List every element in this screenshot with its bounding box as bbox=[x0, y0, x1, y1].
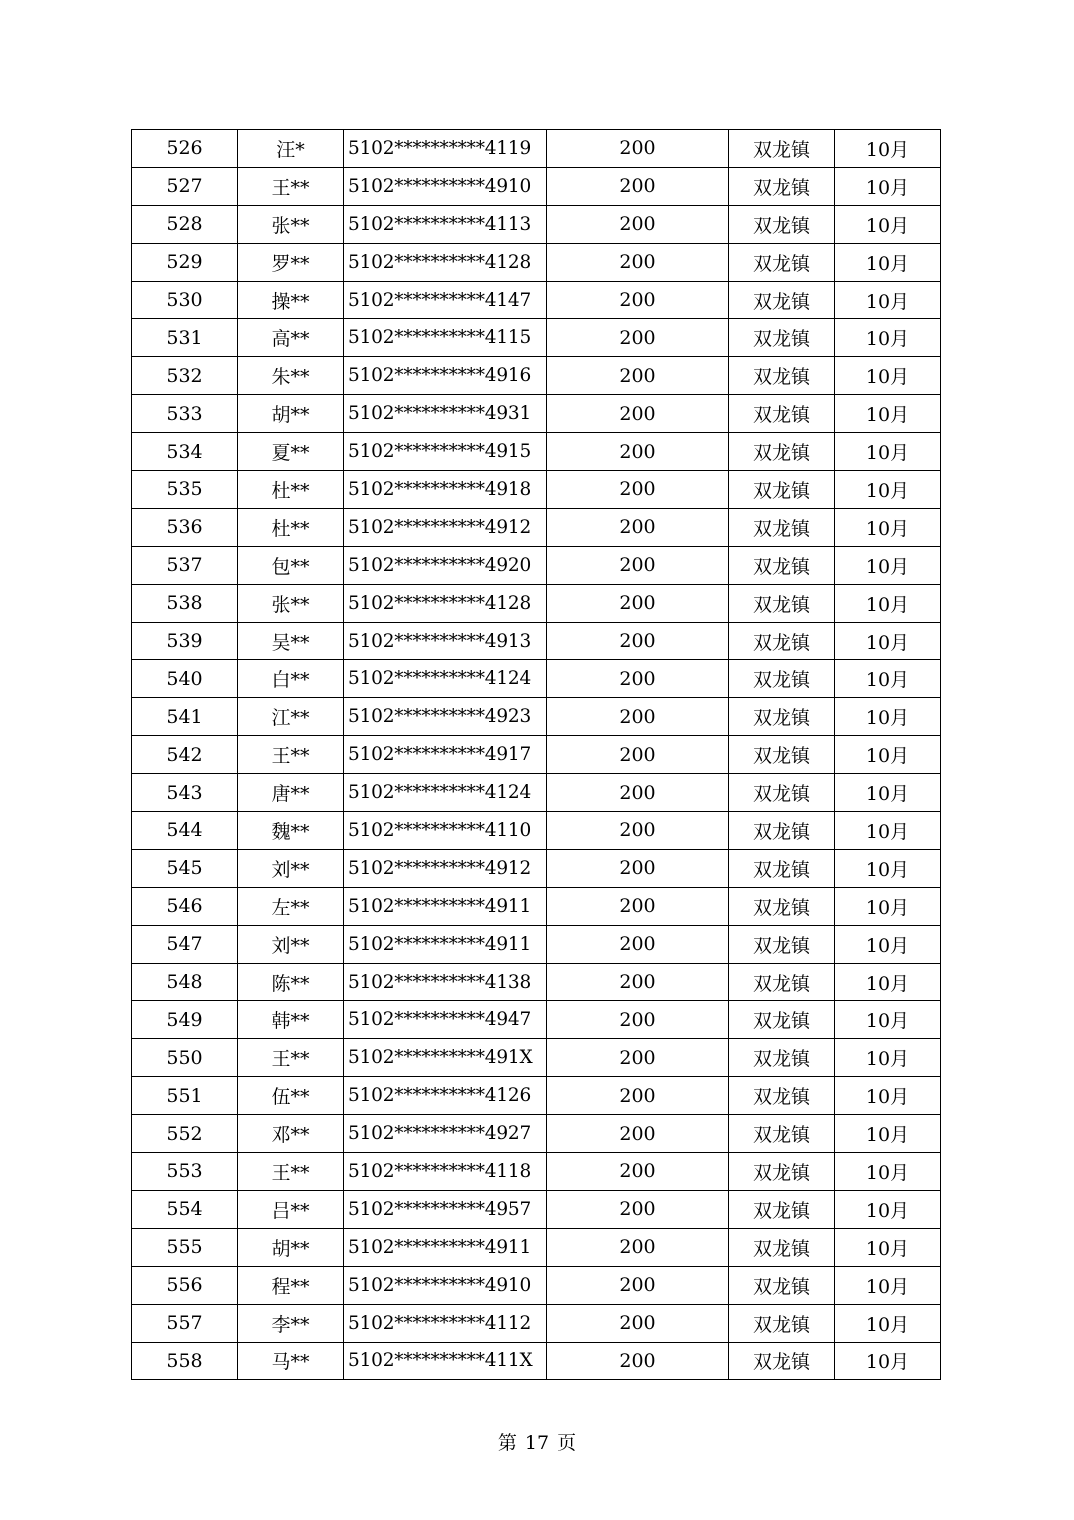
cell-town: 双龙镇 bbox=[729, 281, 835, 319]
cell-name: 韩** bbox=[238, 1001, 344, 1039]
cell-month: 10月 bbox=[835, 660, 941, 698]
cell-name: 程** bbox=[238, 1266, 344, 1304]
cell-town: 双龙镇 bbox=[729, 167, 835, 205]
cell-name: 王** bbox=[238, 736, 344, 774]
cell-month: 10月 bbox=[835, 1266, 941, 1304]
cell-id-number: 5102**********4118 bbox=[344, 1153, 547, 1191]
cell-amount: 200 bbox=[547, 736, 729, 774]
cell-index: 537 bbox=[132, 546, 238, 584]
cell-name: 朱** bbox=[238, 357, 344, 395]
cell-name: 包** bbox=[238, 546, 344, 584]
cell-amount: 200 bbox=[547, 395, 729, 433]
cell-month: 10月 bbox=[835, 1153, 941, 1191]
table-row bbox=[132, 1304, 941, 1342]
cell-name: 左** bbox=[238, 887, 344, 925]
cell-amount: 200 bbox=[547, 887, 729, 925]
cell-id-number: 5102**********4126 bbox=[344, 1077, 547, 1115]
table-row bbox=[132, 395, 941, 433]
cell-index: 529 bbox=[132, 243, 238, 281]
cell-index: 535 bbox=[132, 471, 238, 509]
cell-id-number: 5102**********4124 bbox=[344, 660, 547, 698]
cell-index: 548 bbox=[132, 963, 238, 1001]
cell-amount: 200 bbox=[547, 812, 729, 850]
cell-amount: 200 bbox=[547, 1266, 729, 1304]
cell-index: 541 bbox=[132, 698, 238, 736]
cell-index: 533 bbox=[132, 395, 238, 433]
cell-amount: 200 bbox=[547, 1039, 729, 1077]
cell-town: 双龙镇 bbox=[729, 887, 835, 925]
cell-index: 543 bbox=[132, 774, 238, 812]
cell-name: 马** bbox=[238, 1342, 344, 1380]
cell-index: 526 bbox=[132, 130, 238, 168]
cell-town: 双龙镇 bbox=[729, 584, 835, 622]
cell-month: 10月 bbox=[835, 167, 941, 205]
cell-id-number: 5102**********4112 bbox=[344, 1304, 547, 1342]
cell-name: 胡** bbox=[238, 395, 344, 433]
table-row bbox=[132, 925, 941, 963]
cell-id-number: 5102**********4923 bbox=[344, 698, 547, 736]
table-row bbox=[132, 660, 941, 698]
table-row bbox=[132, 1190, 941, 1228]
cell-name: 魏** bbox=[238, 812, 344, 850]
cell-index: 556 bbox=[132, 1266, 238, 1304]
cell-index: 544 bbox=[132, 812, 238, 850]
cell-amount: 200 bbox=[547, 1115, 729, 1153]
cell-id-number: 5102**********4128 bbox=[344, 243, 547, 281]
cell-town: 双龙镇 bbox=[729, 395, 835, 433]
cell-town: 双龙镇 bbox=[729, 1115, 835, 1153]
cell-id-number: 5102**********491X bbox=[344, 1039, 547, 1077]
cell-amount: 200 bbox=[547, 1001, 729, 1039]
cell-name: 杜** bbox=[238, 508, 344, 546]
table-row bbox=[132, 433, 941, 471]
cell-index: 546 bbox=[132, 887, 238, 925]
cell-index: 545 bbox=[132, 849, 238, 887]
cell-name: 伍** bbox=[238, 1077, 344, 1115]
cell-index: 549 bbox=[132, 1001, 238, 1039]
cell-name: 王** bbox=[238, 1153, 344, 1191]
cell-name: 罗** bbox=[238, 243, 344, 281]
cell-town: 双龙镇 bbox=[729, 1228, 835, 1266]
cell-town: 双龙镇 bbox=[729, 357, 835, 395]
cell-name: 刘** bbox=[238, 925, 344, 963]
cell-town: 双龙镇 bbox=[729, 243, 835, 281]
cell-amount: 200 bbox=[547, 1077, 729, 1115]
table-row bbox=[132, 622, 941, 660]
cell-month: 10月 bbox=[835, 205, 941, 243]
cell-index: 540 bbox=[132, 660, 238, 698]
cell-index: 552 bbox=[132, 1115, 238, 1153]
cell-name: 高** bbox=[238, 319, 344, 357]
cell-id-number: 5102**********4911 bbox=[344, 887, 547, 925]
cell-month: 10月 bbox=[835, 1304, 941, 1342]
cell-month: 10月 bbox=[835, 1342, 941, 1380]
cell-town: 双龙镇 bbox=[729, 812, 835, 850]
cell-amount: 200 bbox=[547, 130, 729, 168]
cell-town: 双龙镇 bbox=[729, 546, 835, 584]
table-row bbox=[132, 508, 941, 546]
page-footer bbox=[0, 1428, 1074, 1455]
cell-town: 双龙镇 bbox=[729, 1342, 835, 1380]
cell-month: 10月 bbox=[835, 357, 941, 395]
page-footer-prefix: 第 bbox=[497, 1432, 517, 1454]
cell-index: 558 bbox=[132, 1342, 238, 1380]
cell-town: 双龙镇 bbox=[729, 698, 835, 736]
cell-month: 10月 bbox=[835, 887, 941, 925]
cell-index: 553 bbox=[132, 1153, 238, 1191]
cell-id-number: 5102**********411X bbox=[344, 1342, 547, 1380]
cell-town: 双龙镇 bbox=[729, 1190, 835, 1228]
table-row bbox=[132, 546, 941, 584]
cell-month: 10月 bbox=[835, 774, 941, 812]
cell-id-number: 5102**********4911 bbox=[344, 1228, 547, 1266]
table-row bbox=[132, 1077, 941, 1115]
cell-town: 双龙镇 bbox=[729, 925, 835, 963]
cell-index: 547 bbox=[132, 925, 238, 963]
cell-month: 10月 bbox=[835, 925, 941, 963]
cell-index: 528 bbox=[132, 205, 238, 243]
cell-town: 双龙镇 bbox=[729, 849, 835, 887]
cell-id-number: 5102**********4916 bbox=[344, 357, 547, 395]
cell-month: 10月 bbox=[835, 395, 941, 433]
cell-amount: 200 bbox=[547, 357, 729, 395]
cell-index: 539 bbox=[132, 622, 238, 660]
cell-town: 双龙镇 bbox=[729, 963, 835, 1001]
cell-month: 10月 bbox=[835, 812, 941, 850]
cell-town: 双龙镇 bbox=[729, 205, 835, 243]
table-row bbox=[132, 205, 941, 243]
cell-id-number: 5102**********4128 bbox=[344, 584, 547, 622]
cell-amount: 200 bbox=[547, 281, 729, 319]
cell-amount: 200 bbox=[547, 660, 729, 698]
cell-index: 551 bbox=[132, 1077, 238, 1115]
cell-amount: 200 bbox=[547, 622, 729, 660]
cell-id-number: 5102**********4931 bbox=[344, 395, 547, 433]
cell-month: 10月 bbox=[835, 281, 941, 319]
table-row bbox=[132, 584, 941, 622]
cell-amount: 200 bbox=[547, 1190, 729, 1228]
table-row bbox=[132, 1001, 941, 1039]
cell-name: 江** bbox=[238, 698, 344, 736]
cell-month: 10月 bbox=[835, 1115, 941, 1153]
cell-amount: 200 bbox=[547, 1153, 729, 1191]
cell-month: 10月 bbox=[835, 243, 941, 281]
table-row bbox=[132, 812, 941, 850]
cell-id-number: 5102**********4912 bbox=[344, 849, 547, 887]
cell-index: 532 bbox=[132, 357, 238, 395]
cell-amount: 200 bbox=[547, 925, 729, 963]
cell-index: 554 bbox=[132, 1190, 238, 1228]
cell-name: 李** bbox=[238, 1304, 344, 1342]
cell-town: 双龙镇 bbox=[729, 1077, 835, 1115]
cell-index: 555 bbox=[132, 1228, 238, 1266]
cell-id-number: 5102**********4912 bbox=[344, 508, 547, 546]
cell-month: 10月 bbox=[835, 1001, 941, 1039]
cell-town: 双龙镇 bbox=[729, 319, 835, 357]
cell-index: 530 bbox=[132, 281, 238, 319]
cell-month: 10月 bbox=[835, 698, 941, 736]
cell-town: 双龙镇 bbox=[729, 508, 835, 546]
table-row bbox=[132, 849, 941, 887]
table-row bbox=[132, 1039, 941, 1077]
cell-id-number: 5102**********4920 bbox=[344, 546, 547, 584]
cell-month: 10月 bbox=[835, 849, 941, 887]
page-footer-suffix: 页 bbox=[557, 1432, 577, 1454]
cell-index: 531 bbox=[132, 319, 238, 357]
cell-name: 唐** bbox=[238, 774, 344, 812]
table-row bbox=[132, 167, 941, 205]
cell-index: 527 bbox=[132, 167, 238, 205]
cell-name: 杜** bbox=[238, 471, 344, 509]
table-row bbox=[132, 243, 941, 281]
cell-town: 双龙镇 bbox=[729, 774, 835, 812]
table-row bbox=[132, 1153, 941, 1191]
cell-id-number: 5102**********4113 bbox=[344, 205, 547, 243]
table-row bbox=[132, 357, 941, 395]
cell-name: 白** bbox=[238, 660, 344, 698]
cell-id-number: 5102**********4913 bbox=[344, 622, 547, 660]
cell-town: 双龙镇 bbox=[729, 1153, 835, 1191]
cell-month: 10月 bbox=[835, 584, 941, 622]
cell-amount: 200 bbox=[547, 508, 729, 546]
cell-town: 双龙镇 bbox=[729, 1304, 835, 1342]
table-row bbox=[132, 774, 941, 812]
cell-name: 汪* bbox=[238, 130, 344, 168]
cell-index: 542 bbox=[132, 736, 238, 774]
cell-name: 王** bbox=[238, 1039, 344, 1077]
cell-month: 10月 bbox=[835, 319, 941, 357]
cell-month: 10月 bbox=[835, 1039, 941, 1077]
table-row bbox=[132, 963, 941, 1001]
cell-amount: 200 bbox=[547, 1304, 729, 1342]
cell-index: 538 bbox=[132, 584, 238, 622]
cell-name: 陈** bbox=[238, 963, 344, 1001]
cell-town: 双龙镇 bbox=[729, 130, 835, 168]
cell-amount: 200 bbox=[547, 243, 729, 281]
table-row bbox=[132, 887, 941, 925]
cell-town: 双龙镇 bbox=[729, 433, 835, 471]
cell-id-number: 5102**********4910 bbox=[344, 1266, 547, 1304]
cell-id-number: 5102**********4957 bbox=[344, 1190, 547, 1228]
table-row bbox=[132, 1342, 941, 1380]
cell-name: 吕** bbox=[238, 1190, 344, 1228]
cell-name: 胡** bbox=[238, 1228, 344, 1266]
cell-town: 双龙镇 bbox=[729, 660, 835, 698]
cell-amount: 200 bbox=[547, 319, 729, 357]
cell-name: 吴** bbox=[238, 622, 344, 660]
cell-amount: 200 bbox=[547, 1342, 729, 1380]
cell-name: 操** bbox=[238, 281, 344, 319]
cell-town: 双龙镇 bbox=[729, 1039, 835, 1077]
cell-amount: 200 bbox=[547, 167, 729, 205]
cell-month: 10月 bbox=[835, 508, 941, 546]
table-row bbox=[132, 281, 941, 319]
cell-id-number: 5102**********4927 bbox=[344, 1115, 547, 1153]
cell-amount: 200 bbox=[547, 433, 729, 471]
cell-index: 557 bbox=[132, 1304, 238, 1342]
cell-id-number: 5102**********4917 bbox=[344, 736, 547, 774]
cell-id-number: 5102**********4918 bbox=[344, 471, 547, 509]
cell-month: 10月 bbox=[835, 1228, 941, 1266]
cell-amount: 200 bbox=[547, 698, 729, 736]
cell-id-number: 5102**********4915 bbox=[344, 433, 547, 471]
cell-index: 550 bbox=[132, 1039, 238, 1077]
cell-amount: 200 bbox=[547, 963, 729, 1001]
cell-index: 534 bbox=[132, 433, 238, 471]
cell-amount: 200 bbox=[547, 471, 729, 509]
cell-month: 10月 bbox=[835, 622, 941, 660]
cell-month: 10月 bbox=[835, 1190, 941, 1228]
table-row bbox=[132, 736, 941, 774]
cell-amount: 200 bbox=[547, 546, 729, 584]
table-row bbox=[132, 319, 941, 357]
cell-id-number: 5102**********4910 bbox=[344, 167, 547, 205]
table-row bbox=[132, 1228, 941, 1266]
cell-id-number: 5102**********4110 bbox=[344, 812, 547, 850]
cell-amount: 200 bbox=[547, 849, 729, 887]
cell-month: 10月 bbox=[835, 130, 941, 168]
cell-name: 张** bbox=[238, 205, 344, 243]
table-row bbox=[132, 471, 941, 509]
table-row bbox=[132, 698, 941, 736]
cell-month: 10月 bbox=[835, 1077, 941, 1115]
cell-id-number: 5102**********4119 bbox=[344, 130, 547, 168]
cell-month: 10月 bbox=[835, 736, 941, 774]
cell-month: 10月 bbox=[835, 546, 941, 584]
cell-amount: 200 bbox=[547, 205, 729, 243]
cell-id-number: 5102**********4911 bbox=[344, 925, 547, 963]
cell-index: 536 bbox=[132, 508, 238, 546]
cell-amount: 200 bbox=[547, 1228, 729, 1266]
cell-month: 10月 bbox=[835, 963, 941, 1001]
cell-id-number: 5102**********4115 bbox=[344, 319, 547, 357]
cell-month: 10月 bbox=[835, 433, 941, 471]
cell-town: 双龙镇 bbox=[729, 736, 835, 774]
table-body bbox=[132, 130, 941, 1380]
cell-name: 夏** bbox=[238, 433, 344, 471]
cell-id-number: 5102**********4947 bbox=[344, 1001, 547, 1039]
data-table bbox=[131, 129, 941, 1380]
cell-id-number: 5102**********4138 bbox=[344, 963, 547, 1001]
cell-town: 双龙镇 bbox=[729, 471, 835, 509]
table-row bbox=[132, 1115, 941, 1153]
cell-id-number: 5102**********4124 bbox=[344, 774, 547, 812]
cell-amount: 200 bbox=[547, 584, 729, 622]
cell-amount: 200 bbox=[547, 774, 729, 812]
cell-town: 双龙镇 bbox=[729, 1266, 835, 1304]
cell-name: 张** bbox=[238, 584, 344, 622]
cell-town: 双龙镇 bbox=[729, 622, 835, 660]
cell-town: 双龙镇 bbox=[729, 1001, 835, 1039]
cell-name: 王** bbox=[238, 167, 344, 205]
cell-month: 10月 bbox=[835, 471, 941, 509]
cell-name: 邓** bbox=[238, 1115, 344, 1153]
page-number: 17 bbox=[524, 1432, 550, 1454]
cell-name: 刘** bbox=[238, 849, 344, 887]
table-row bbox=[132, 130, 941, 168]
table-row bbox=[132, 1266, 941, 1304]
cell-id-number: 5102**********4147 bbox=[344, 281, 547, 319]
